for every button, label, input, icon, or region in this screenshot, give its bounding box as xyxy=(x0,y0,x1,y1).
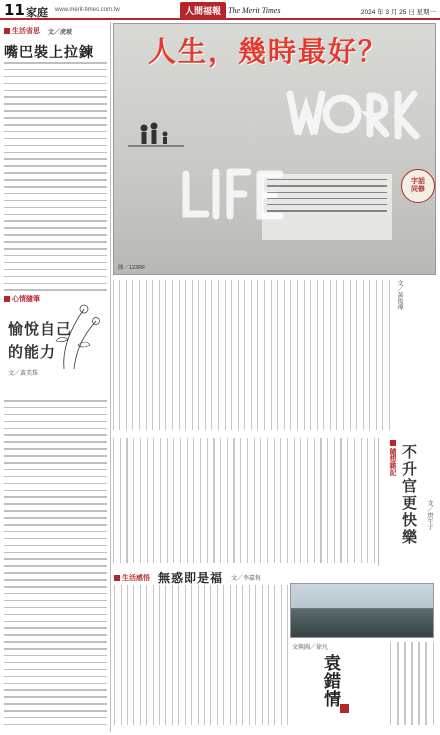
article-no-confusion xyxy=(114,569,288,586)
article-tag: 隨想雜記 xyxy=(388,440,398,476)
article-headline: 的能力 xyxy=(8,343,57,361)
square-bullet-icon xyxy=(390,440,396,446)
photo-caption-text xyxy=(382,642,434,725)
article-headline: 不升官更快樂 xyxy=(400,444,418,546)
feature-caption xyxy=(262,174,392,240)
article-tag: 心情隨筆 xyxy=(4,294,107,304)
page-number: 11 xyxy=(4,1,25,19)
column-divider xyxy=(378,438,379,566)
article-body-text xyxy=(4,400,107,725)
issue-date: 2024 年 3 月 25 日 星期一 xyxy=(360,9,436,16)
feature-body-text-continued xyxy=(113,438,375,563)
site-url[interactable]: www.merit-times.com.tw xyxy=(55,7,120,13)
masthead xyxy=(0,0,440,20)
calligraphy-text: 袁錯情 xyxy=(320,654,340,708)
article-byline: 文／虎坡 xyxy=(48,28,73,36)
column-divider xyxy=(110,22,111,732)
photo-credit: 圖／123RF xyxy=(118,265,146,271)
article-byline: 文／李嘉恆 xyxy=(231,575,262,582)
square-bullet-icon xyxy=(114,575,120,581)
section-name: 家庭 xyxy=(26,6,48,19)
red-seal-stamp xyxy=(340,704,349,713)
article-headline: 嘴巴裝上拉鍊 xyxy=(4,45,94,61)
feature-title: 人生，幾時最好？ xyxy=(148,35,389,68)
landscape-photo xyxy=(290,583,434,638)
article-body-text xyxy=(4,62,107,292)
photo-credit: 文與圖／徐凡 xyxy=(292,644,329,651)
article-headline: 愉悅自己 xyxy=(8,320,73,338)
feature-body-text xyxy=(113,280,390,430)
column-badge: 字話 同修 xyxy=(401,169,435,203)
article-joy-heading xyxy=(8,318,78,377)
square-bullet-icon xyxy=(4,28,10,34)
article-body-text xyxy=(114,585,288,725)
article-byline: 文／黃美珠 xyxy=(8,370,39,377)
calligraphy-block xyxy=(292,642,384,728)
article-mouth-zipper xyxy=(4,26,107,62)
article-byline: 文／庚午子 xyxy=(426,500,433,530)
feature-hero-image xyxy=(113,23,436,275)
article-no-promotion xyxy=(386,440,436,570)
newspaper-logo: 人間福報 xyxy=(180,2,226,19)
article-headline: 無惑即是福 xyxy=(158,571,224,585)
article-tag: 生活感悟 xyxy=(114,573,150,583)
article-tag: 生活省思 文／虎坡 xyxy=(4,26,107,36)
newspaper-logo-english: The Merit Times xyxy=(228,6,281,15)
feature-byline: 文／黃俊瑋 xyxy=(396,280,403,310)
